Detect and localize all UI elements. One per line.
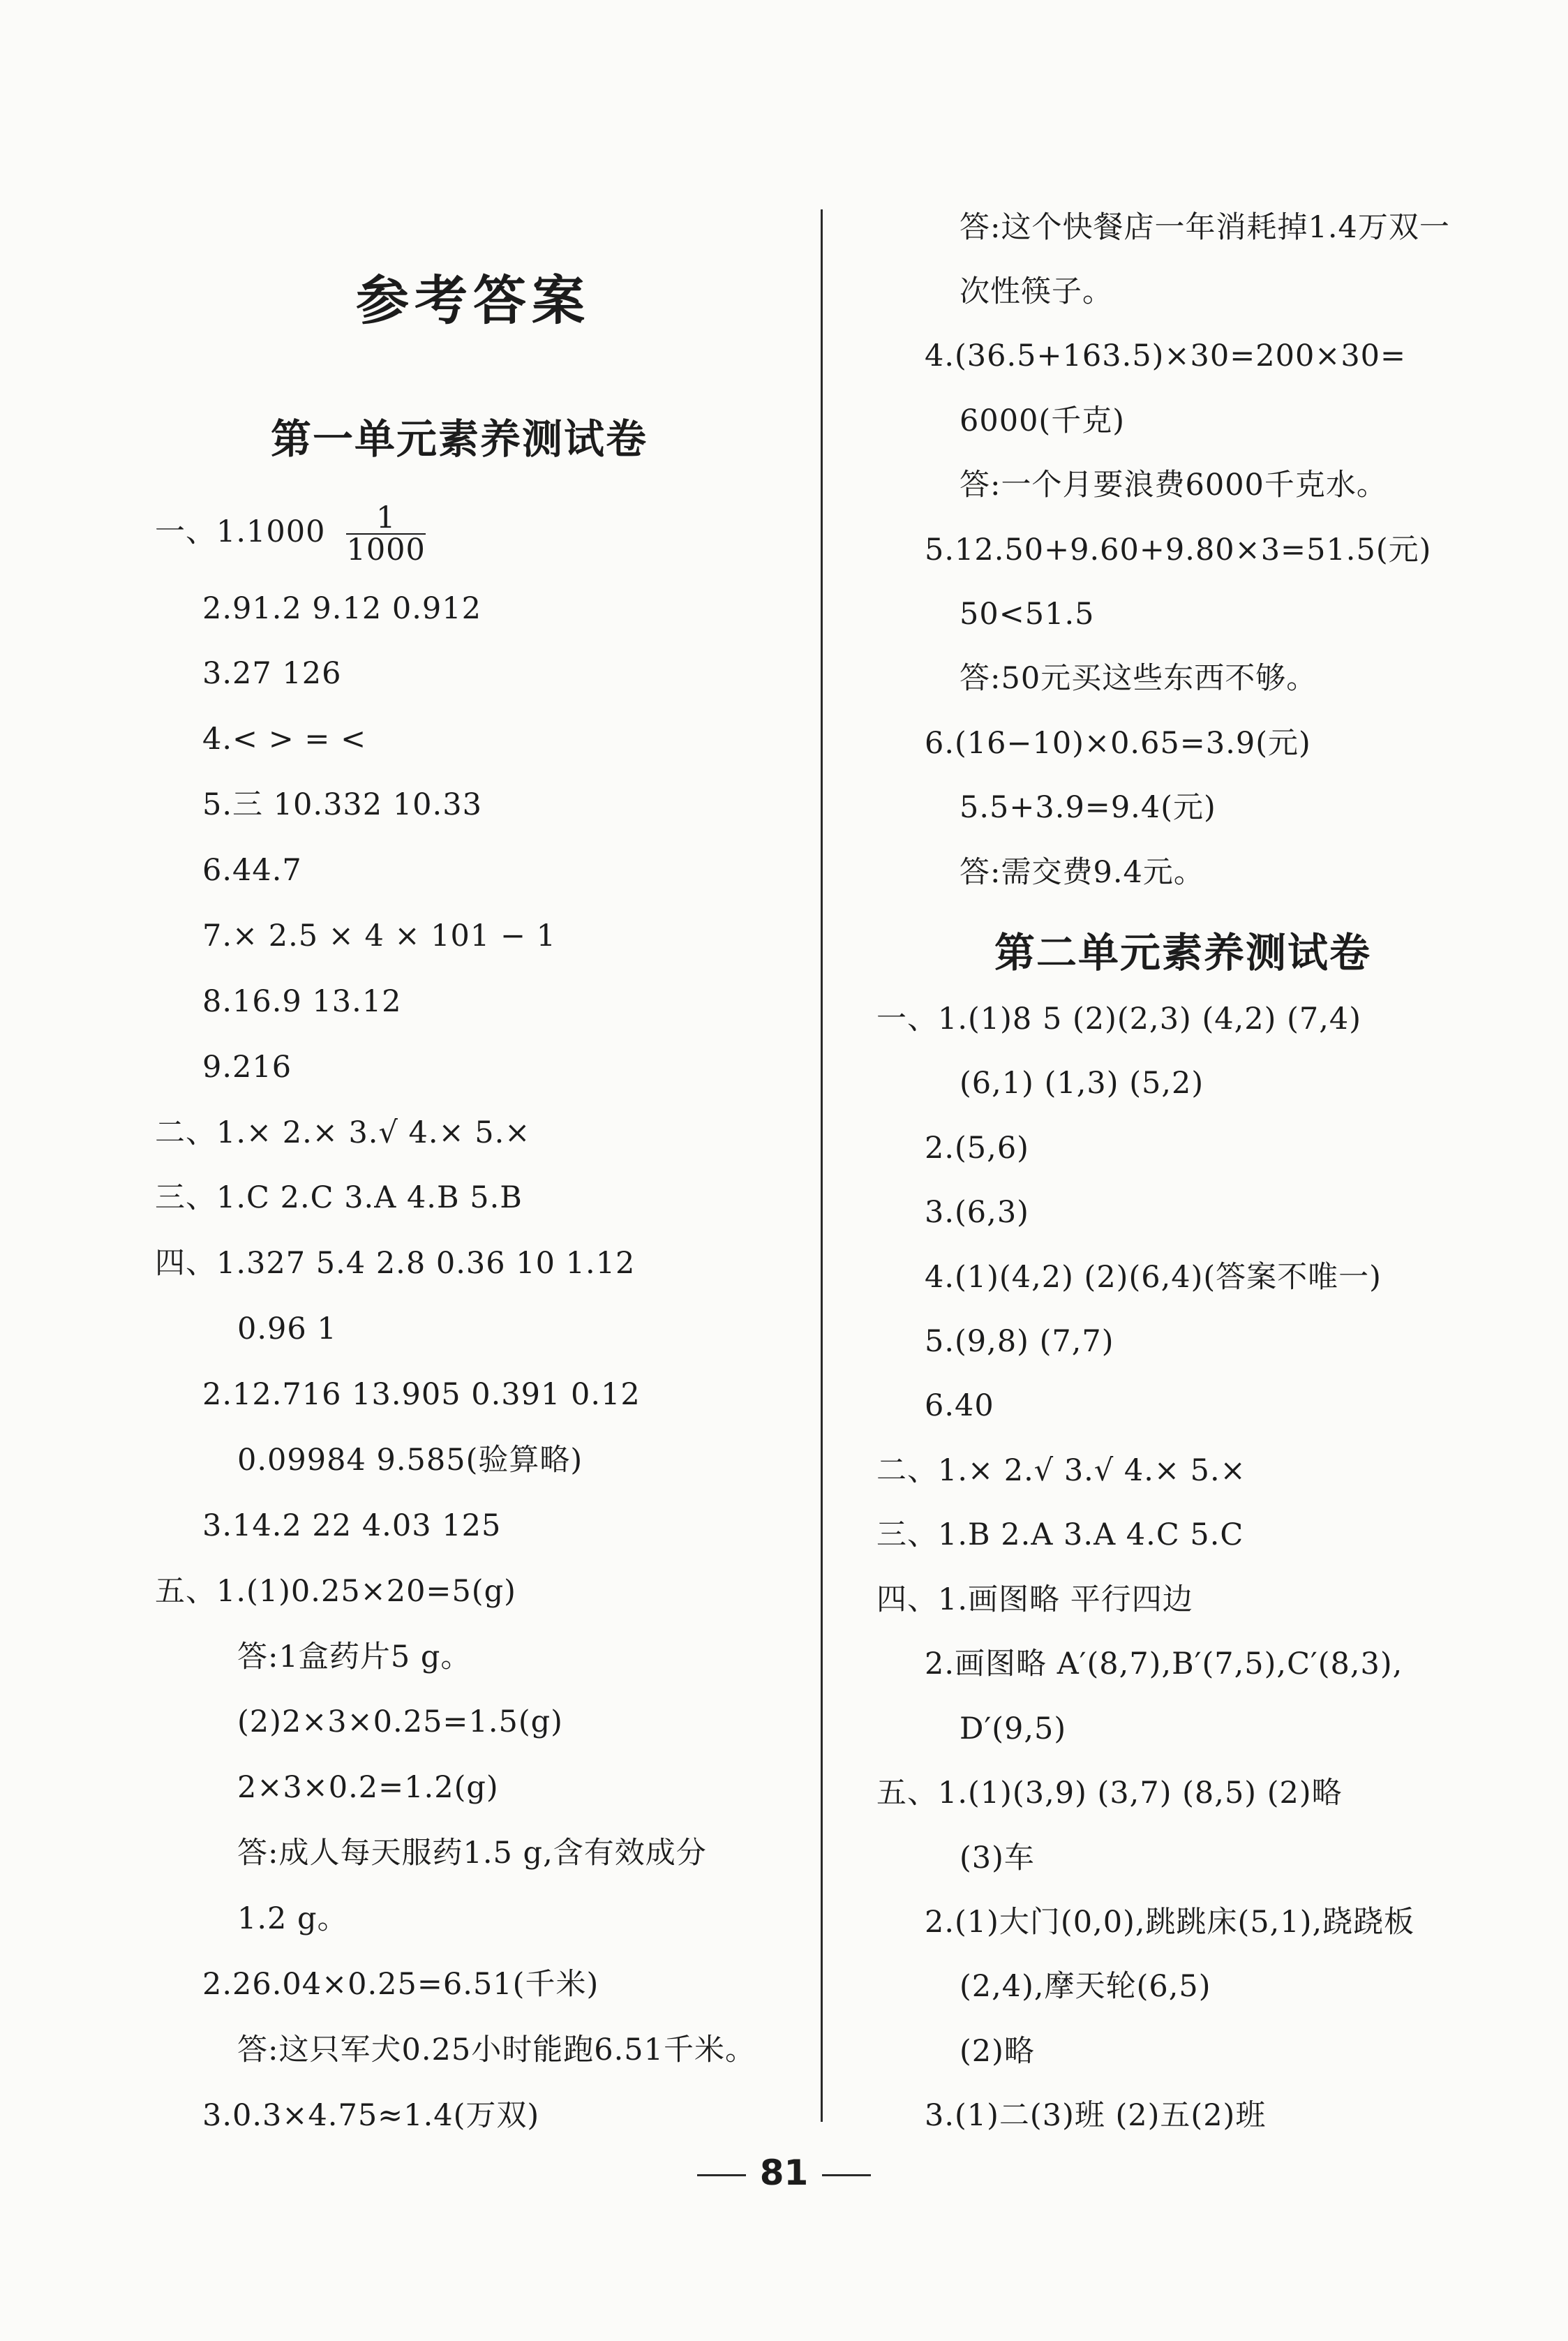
right-line: 五、1.(1)(3,9) (3,7) (8,5) (2)略: [876, 1776, 1343, 1811]
left-line: 0.96 1: [237, 1311, 337, 1346]
section1-title: 第一单元素养测试卷: [271, 415, 648, 463]
fraction-numerator: 1: [346, 503, 425, 535]
left-line: 三、1.C 2.C 3.A 4.B 5.B: [155, 1180, 523, 1215]
left-line: 6.44.7: [202, 853, 302, 888]
right-line: 3.(6,3): [925, 1195, 1029, 1230]
left-line: 3.27 126: [202, 656, 342, 691]
left-line: 2.91.2 9.12 0.912: [202, 591, 481, 626]
right-line: 四、1.画图略 平行四边: [876, 1582, 1193, 1617]
right-line: (6,1) (1,3) (5,2): [960, 1066, 1204, 1101]
right-line: 2.画图略 A′(8,7),B′(7,5),C′(8,3),: [925, 1647, 1403, 1681]
right-line: 2.(5,6): [925, 1131, 1029, 1166]
left-line: 0.09984 9.585(验算略): [237, 1443, 583, 1478]
dash-right: [822, 2174, 871, 2176]
left-line: 7.× 2.5 × 4 × 101 − 1: [202, 919, 556, 953]
right-line: D′(9,5): [960, 1711, 1067, 1746]
right-line: 5.12.50+9.60+9.80×3=51.5(元): [925, 533, 1432, 567]
fraction-denominator: 1000: [346, 533, 426, 567]
right-line: 三、1.B 2.A 3.A 4.C 5.C: [876, 1517, 1244, 1552]
left-line: 答:成人每天服药1.5 g,含有效成分: [237, 1836, 707, 1871]
left-line: 答:1盒药片5 g。: [237, 1640, 472, 1674]
right-line: 50<51.5: [960, 597, 1095, 632]
left-line: 四、1.327 5.4 2.8 0.36 10 1.12: [155, 1246, 636, 1281]
right-line: 4.(36.5+163.5)×30=200×30=: [925, 339, 1407, 373]
section2-title: 第二单元素养测试卷: [994, 929, 1372, 976]
fraction-prefix: 一、1.1000: [155, 514, 326, 549]
left-line: 1.2 g。: [237, 1901, 348, 1936]
dash-left: [697, 2174, 746, 2176]
answer-line-fraction: [155, 500, 426, 567]
left-line: 5.三 10.332 10.33: [202, 787, 482, 822]
left-line: 3.14.2 22 4.03 125: [202, 1508, 502, 1543]
right-line: 3.(1)二(3)班 (2)五(2)班: [925, 2098, 1267, 2133]
column-divider: [821, 209, 823, 2122]
left-line: 五、1.(1)0.25×20=5(g): [155, 1574, 516, 1609]
right-line: 6000(千克): [960, 403, 1125, 438]
page-number: [0, 2148, 1568, 2197]
left-line: 答:这只军犬0.25小时能跑6.51千米。: [237, 2032, 756, 2067]
left-line: 3.0.3×4.75≈1.4(万双): [202, 2098, 540, 2133]
fraction: [346, 500, 426, 567]
right-line: (2)略: [960, 2034, 1035, 2069]
left-line: 4.< > = <: [202, 722, 367, 757]
right-line: 答:这个快餐店一年消耗掉1.4万双一: [960, 210, 1450, 245]
right-line: 答:50元买这些东西不够。: [960, 661, 1317, 696]
right-line: 一、1.(1)8 5 (2)(2,3) (4,2) (7,4): [876, 1002, 1362, 1036]
right-line: 次性筷子。: [960, 274, 1113, 309]
right-line: 2.(1)大门(0,0),跳跳床(5,1),跷跷板: [925, 1905, 1415, 1940]
left-line: (2)2×3×0.25=1.5(g): [237, 1704, 563, 1739]
left-line: 2×3×0.2=1.2(g): [237, 1770, 499, 1805]
left-line: 2.12.716 13.905 0.391 0.12: [202, 1377, 641, 1412]
right-line: 5.5+3.9=9.4(元): [960, 790, 1216, 825]
page-number-text: 81: [759, 2153, 809, 2193]
main-title: 参考答案: [356, 269, 590, 332]
left-line: 二、1.× 2.× 3.√ 4.× 5.×: [155, 1115, 531, 1150]
left-line: 8.16.9 13.12: [202, 984, 402, 1019]
left-line: 9.216: [202, 1050, 292, 1085]
right-line: 答:一个月要浪费6000千克水。: [960, 468, 1387, 503]
left-line: 2.26.04×0.25=6.51(千米): [202, 1967, 599, 2002]
right-line: 答:需交费9.4元。: [960, 855, 1204, 890]
right-line: 6.(16−10)×0.65=3.9(元): [925, 726, 1311, 761]
right-line: 4.(1)(4,2) (2)(6,4)(答案不唯一): [925, 1260, 1382, 1295]
right-line: (3)车: [960, 1841, 1035, 1875]
right-line: 6.40: [925, 1388, 994, 1423]
right-line: (2,4),摩天轮(6,5): [960, 1969, 1211, 2004]
right-line: 5.(9,8) (7,7): [925, 1324, 1114, 1359]
right-line: 二、1.× 2.√ 3.√ 4.× 5.×: [876, 1453, 1246, 1488]
